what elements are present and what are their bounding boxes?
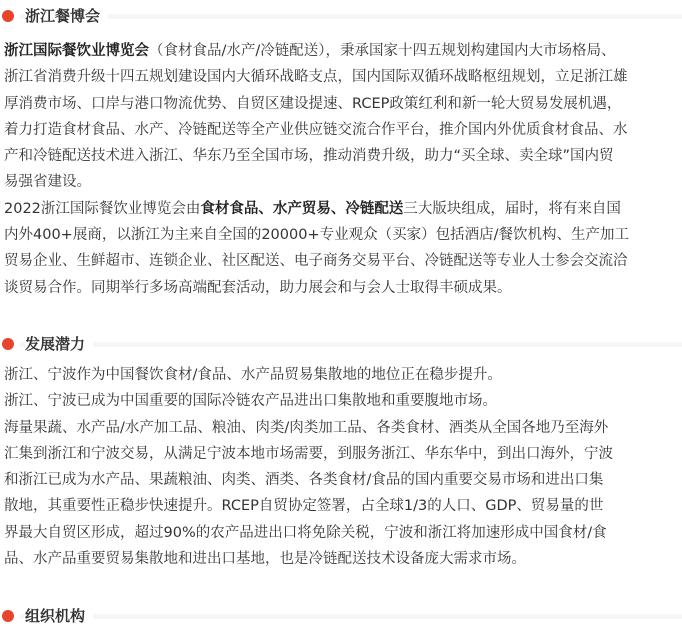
- text-line: [4, 91, 680, 117]
- text-segment: 浙江、宁波已成为中国重要的国际冷链农产品进出口集散地和重要腹地市场。: [4, 393, 497, 410]
- text-segment: 谈贸易合作。同期举行多场高端配套活动，助力展会和与会人士取得丰硕成果。: [4, 279, 512, 296]
- section-header-development-potential: [0, 329, 682, 359]
- text-segment: 浙江省消费升级十四五规划建设国内大循环战略支点，国内国际双循环战略枢纽规划，立足浙江雄: [4, 69, 628, 86]
- section-title: 浙江餐博会: [25, 5, 108, 27]
- text-segment: 散地，其重要性正稳步快速提升。RCEP自贸协定签署，占全球1/3的人口、GDP、贸易量的世: [4, 498, 604, 515]
- text-line: [4, 64, 680, 90]
- header-divider: [20, 614, 682, 619]
- text-line: [4, 546, 680, 572]
- text-line: [4, 38, 680, 64]
- text-segment: （食材食品/水产/冷链配送），秉承国家十四五规划构建国内大市场格局、: [149, 43, 616, 59]
- text-line: [4, 520, 680, 546]
- bullet-dot-icon: [2, 338, 14, 350]
- text-line: [4, 362, 680, 388]
- text-segment: 品、水产品重要贸易集散地和进出口基地，也是冷链配送技术设备庞大需求市场。: [4, 551, 526, 568]
- text-line: [4, 117, 680, 143]
- text-line: [4, 196, 680, 222]
- text-line: [4, 415, 680, 441]
- text-segment: 浙江、宁波作为中国餐饮食材/食品、水产品贸易集散地的地位正在稳步提升。: [4, 367, 502, 383]
- text-line: [4, 248, 680, 274]
- bold-text: 食材食品、水产贸易、冷链配送: [200, 200, 404, 217]
- text-line: [4, 222, 680, 248]
- text-segment: 内外400+展商，以浙江为主来自全国的20000+专业观众（买家）包括酒店/餐饮机构、生产加工: [4, 227, 629, 244]
- text-segment: 2022浙江国际餐饮业博览会由: [4, 200, 201, 217]
- section-header-zhejiang-expo: [0, 1, 682, 31]
- text-segment: 产和冷链配送技术进入浙江、华东乃至全国市场，推动消费升级，助力“买全球、卖全球”国内贸: [4, 148, 614, 165]
- text-line: [4, 493, 680, 519]
- text-segment: 界最大自贸区形成，超过90%的农产品进出口将免除关税，宁波和浙江将加速形成中国食材/食: [4, 524, 607, 541]
- section-header-organization: [0, 601, 682, 631]
- text-segment: 三大版块组成，届时，将有来自国: [403, 200, 621, 217]
- header-divider: [20, 342, 682, 347]
- bullet-dot-icon: [2, 610, 14, 622]
- text-segment: 汇集到浙江和宁波交易，从满足宁波本地市场需要，到服务浙江、华东华中，到出口海外，宁波: [4, 445, 613, 462]
- text-line: [4, 388, 680, 414]
- text-segment: 贸易企业、生鲜超市、连锁企业、社区配送、电子商务交易平台、冷链配送等专业人士参会交流洽: [4, 253, 628, 270]
- text-line: [4, 467, 680, 493]
- text-segment: 易强省建设。: [4, 174, 91, 191]
- header-divider: [20, 14, 682, 19]
- text-segment: 厚消费市场、口岸与港口物流优势、自贸区建设提速、RCEP政策红利和新一轮大贸易发展机遇，: [4, 95, 622, 112]
- section-body-zhejiang-expo: [4, 38, 680, 301]
- text-line: [4, 169, 680, 195]
- text-segment: 着力打造食材食品、水产、冷链配送等全产业供应链交流合作平台，推介国内外优质食材食品、水: [4, 121, 628, 138]
- text-line: [4, 441, 680, 467]
- text-segment: 海量果蔬、水产品/水产加工品、粮油、肉类/肉类加工品、各类食材、酒类从全国各地乃至海外: [4, 419, 609, 436]
- bold-text: 浙江国际餐饮业博览会: [4, 43, 149, 59]
- text-line: [4, 275, 680, 301]
- text-line: [4, 143, 680, 169]
- section-title: 发展潜力: [25, 333, 93, 355]
- section-title: 组织机构: [25, 605, 93, 627]
- section-body-development-potential: [4, 362, 680, 572]
- bullet-dot-icon: [2, 10, 14, 22]
- text-segment: 和浙江已成为水产品、果蔬粮油、肉类、酒类、各类食材/食品的国内重要交易市场和进出口集: [4, 472, 604, 489]
